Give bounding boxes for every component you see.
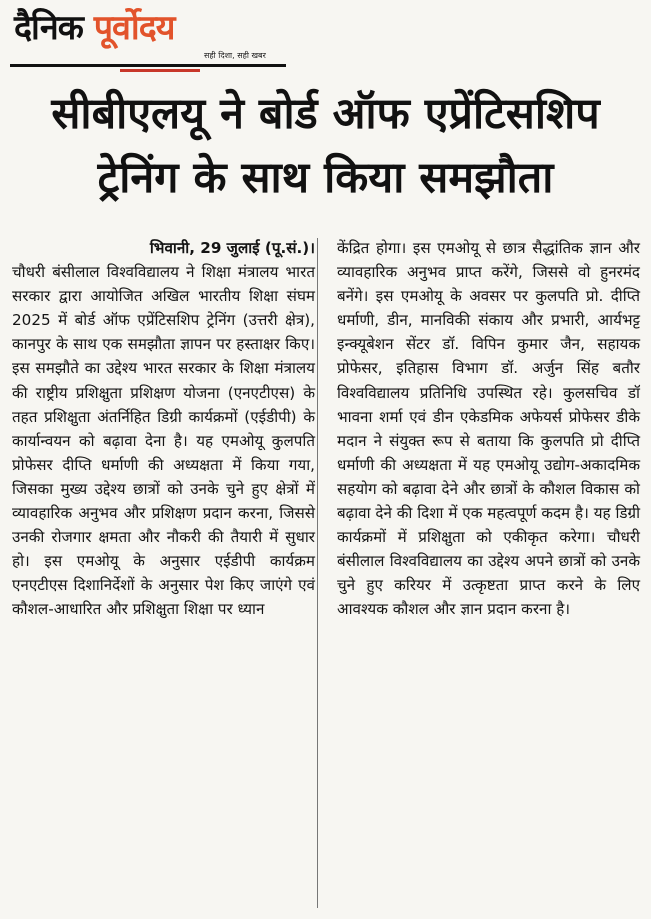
dateline: भिवानी, 29 जुलाई (पू.सं.)। — [149, 239, 315, 257]
column-1-text: चौधरी बंसीलाल विश्वविद्यालय ने शिक्षा मंत्रालय भारत सरकार द्वारा आयोजित अखिल भारतीय शिक्षा संघम 2025 में बोर्ड ऑफ एप्रेंटिसशिप ट्रेनिंग (उत्तरी क्षेत्र), कानपुर के साथ एक समझौता ज्ञापन पर हस्ताक्षर किए। इस समझौते का उद्देश्य भारत सरकार के शिक्षा मंत्रालय की राष्ट्रीय प्रशिक्षुता प्रशिक्षण योजना (एनएटीएस) के तहत प्रशिक्षुता अंतर्निहित डिग्री कार्यक्रमों (एईडीपी) के कार्यान्वयन को बढ़ावा देना है। यह एमओयू कुलपति प्रोफेसर दीप्ति धर्माणी की अध्यक्षता में किया गया, जिसका मुख्य उद्देश्य छात्रों को उनके चुने हुए क्षेत्रों में व्यावहारिक अनुभव और प्रशिक्षण प्रदान करना, जिससे उनकी रोजगार क्षमता और नौकरी की तैयारी में सुधार हो। इस एमओयू के अनुसार एईडीपी कार्यक्रम एनएटीएस दिशानिर्देशों के अनुसार पेश किए जाएंगे एवं कौशल-आधारित और प्रशिक्षुता शिक्षा पर ध्यान — [12, 263, 315, 619]
article-column-1 — [12, 236, 315, 622]
masthead-accent-bar — [120, 69, 200, 72]
article-column-2 — [337, 236, 640, 622]
headline-line-1: सीबीएलयू ने बोर्ड ऑफ एप्रेंटिसशिप — [51, 89, 600, 139]
logo-tagline: सही दिशा, सही खबर — [204, 51, 266, 60]
headline-line-2: ट्रेनिंग के साथ किया समझौता — [97, 153, 554, 203]
article-body — [12, 236, 640, 916]
masthead-rule — [10, 64, 286, 67]
article-headline — [10, 82, 641, 210]
logo-word-dainik: दैनिक — [14, 8, 83, 48]
newspaper-logo — [14, 6, 174, 50]
logo-word-purvoday: पूर्वोदय — [93, 8, 175, 48]
column-2-text: केंद्रित होगा। इस एमओयू से छात्र सैद्धांतिक ज्ञान और व्यावहारिक अनुभव प्राप्त करेंगे, जिससे वो हुनरमंद बनेंगे। इस एमओयू के अवसर पर कुलपति प्रो. दीप्ति धर्माणी, डीन, मानविकी संकाय और प्रभारी, आर्यभट्ट इन्क्यूबेशन सेंटर डॉ. विपिन कुमार जैन, सहायक प्रोफेसर, इतिहास विभाग डॉ. अर्जुन सिंह बतौर विश्वविद्यालय प्रतिनिधि उपस्थित रहे। कुलसचिव डॉ भावना शर्मा एवं डीन एकेडमिक अफेयर्स प्रोफेसर डीके मदान ने संयुक्त रूप से बताया कि कुलपति प्रो दीप्ति धर्माणी की अध्यक्षता में यह एमओयू उद्योग-अकादमिक सहयोग को बढ़ावा देने और छात्रों के कौशल विकास को बढ़ावा देने की दिशा में एक महत्वपूर्ण कदम है। यह डिग्री कार्यक्रमों में प्रशिक्षुता को एकीकृत करेगा। चौधरी बंसीलाल विश्वविद्यालय का उद्देश्य अपने छात्रों को उनके चुने हुए करियर में उत्कृष्टता प्राप्त करने के लिए आवश्यक कौशल और ज्ञान प्रदान करना है। — [337, 239, 640, 619]
masthead — [12, 6, 287, 70]
